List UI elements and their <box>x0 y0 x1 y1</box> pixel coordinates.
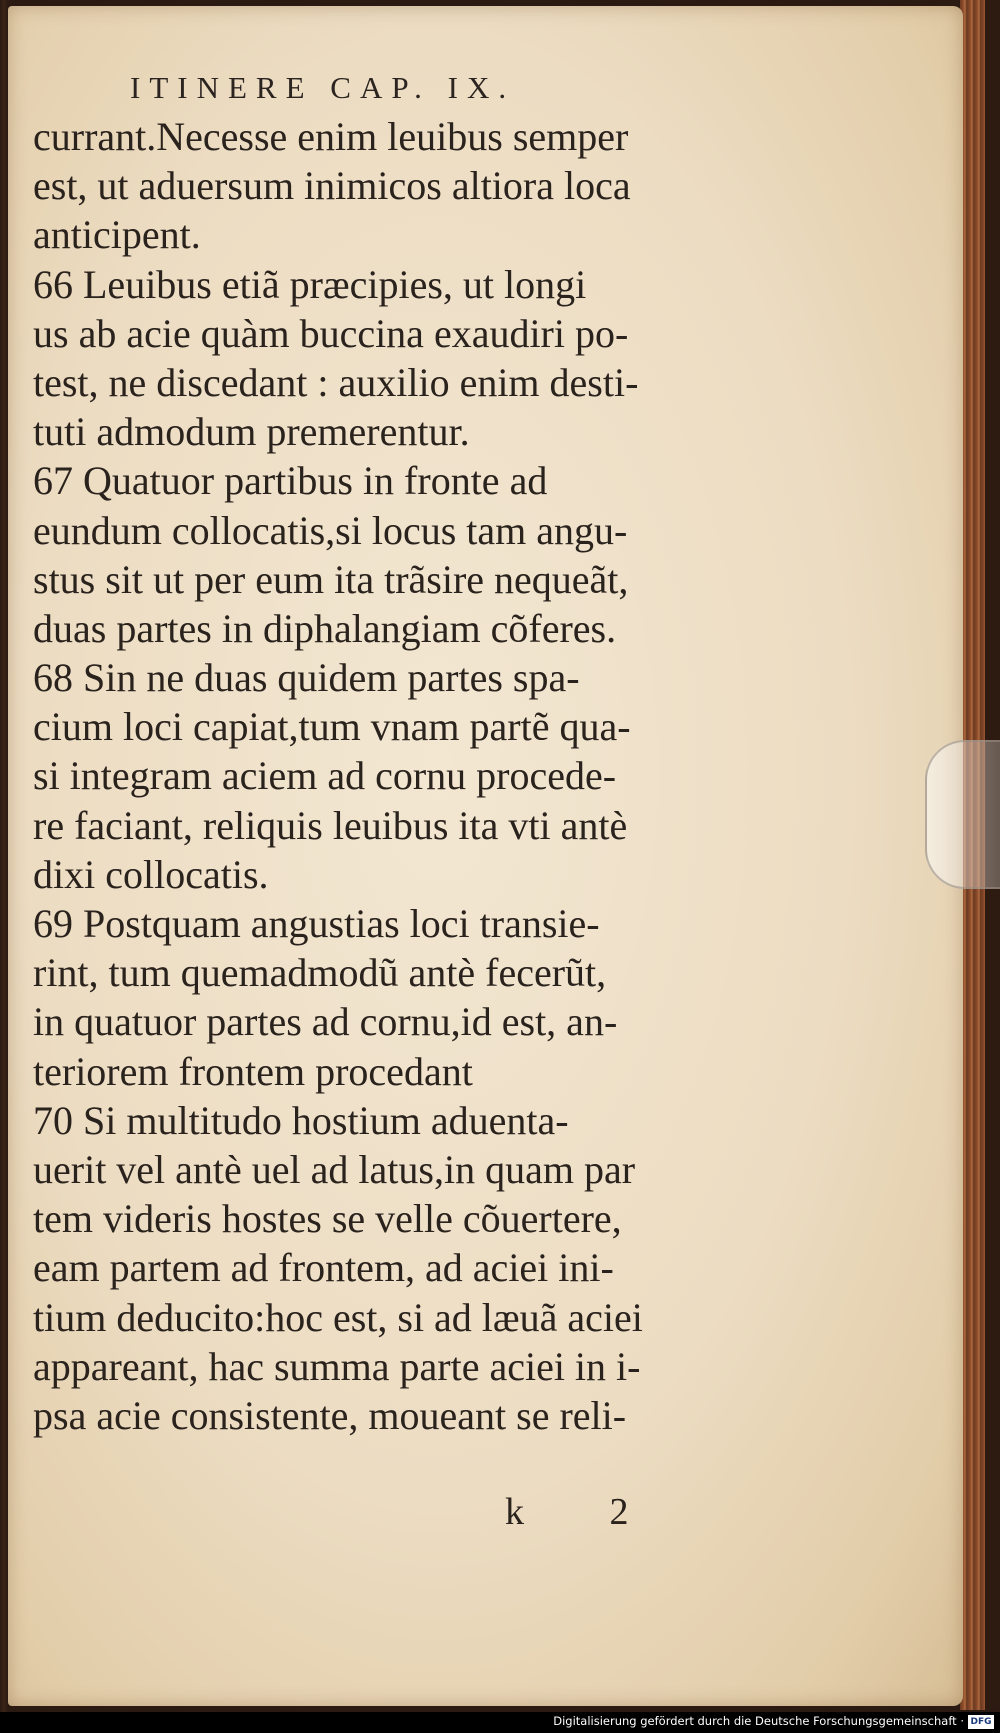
text-line: uerit vel antè uel ad latus,in quam par <box>33 1146 636 1192</box>
text-line: anticipent. <box>33 212 201 258</box>
footer-credit: Digitalisierung gefördert durch die Deutsche Forschungsgemeinschaft · <box>553 1714 964 1728</box>
body-text <box>33 112 753 1440</box>
text-line: currant.Necesse enim leuibus semper <box>33 114 629 159</box>
text-line: teriorem frontem procedant <box>33 1048 473 1094</box>
text-line: tem videris hostes se velle cõuertere, <box>33 1196 622 1242</box>
text-line: rint, tum quemadmodũ antè fecerũt, <box>33 950 607 996</box>
text-line: 68 Sin ne duas quidem partes spa- <box>33 655 580 701</box>
text-line: tium deducito:hoc est, si ad læuã aciei <box>33 1294 643 1340</box>
text-line: us ab acie quàm buccina exaudiri po- <box>33 310 629 356</box>
text-line: 67 Quatuor partibus in fronte ad <box>33 458 548 504</box>
text-line: test, ne discedant : auxilio enim desti- <box>33 359 639 405</box>
text-line: 66 Leuibus etiã præcipies, ut longi <box>33 261 587 307</box>
text-line: si integram aciem ad cornu procede- <box>33 753 617 799</box>
text-line: psa acie consistente, moueant se reli- <box>33 1392 627 1438</box>
text-line: 69 Postquam angustias loci transie- <box>33 901 600 946</box>
signature-mark: k 2 <box>505 1491 667 1533</box>
text-line: est, ut aduersum inimicos altiora loca <box>33 163 631 209</box>
text-line: eundum collocatis,si locus tam angu- <box>33 507 628 553</box>
text-line: appareant, hac summa parte aciei in i- <box>33 1343 641 1389</box>
text-line: cium loci capiat,tum vnam partẽ qua- <box>33 704 631 750</box>
text-line: tuti admodum premerentur. <box>33 409 470 455</box>
page-clip <box>925 740 1000 889</box>
text-line: eam partem ad frontem, ad aciei ini- <box>33 1245 614 1291</box>
dfg-logo: DFG <box>968 1715 994 1729</box>
text-line: stus sit ut per eum ita trãsire nequeãt, <box>33 556 629 602</box>
text-line: dixi collocatis. <box>33 851 269 897</box>
running-head: ITINERE CAP. IX. <box>130 70 516 105</box>
text-line: 70 Si multitudo hostium aduenta- <box>33 1097 569 1143</box>
text-line: re faciant, reliquis leuibus ita vti antè <box>33 802 628 848</box>
text-line: duas partes in diphalangiam cõferes. <box>33 605 617 651</box>
text-line: in quatuor partes ad cornu,id est, an- <box>33 999 618 1045</box>
